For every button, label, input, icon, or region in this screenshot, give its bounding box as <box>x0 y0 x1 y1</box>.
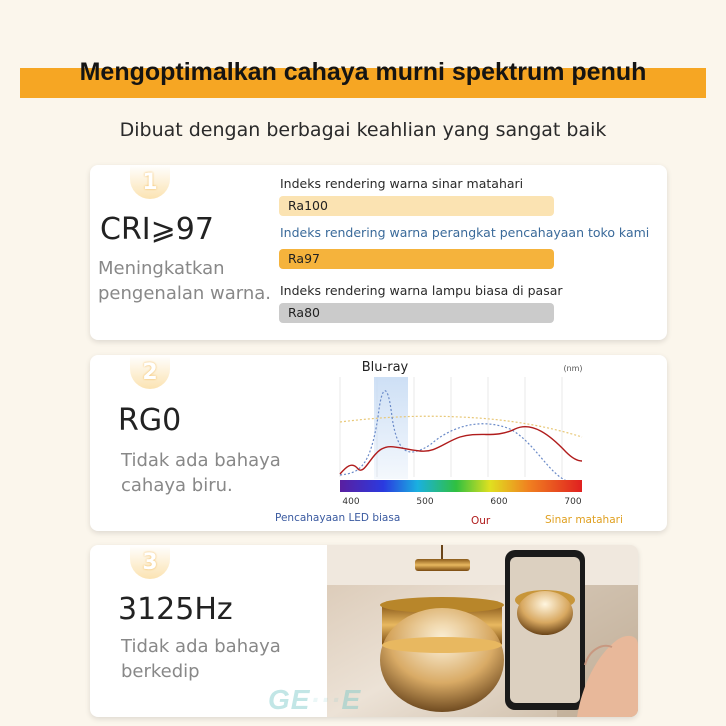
tick-400: 400 <box>342 497 360 507</box>
feature-desc-line1: Tidak ada bahaya <box>121 450 281 471</box>
spectrum-chart <box>270 357 662 529</box>
tick-700: 700 <box>564 497 582 507</box>
legend-led: Pencahayaan LED biasa <box>275 512 401 524</box>
cri-label-market: Indeks rendering warna lampu biasa di pasar <box>280 283 563 298</box>
cri-bar-market <box>279 303 554 323</box>
unit-label: (nm) <box>563 364 583 373</box>
legend-our: Our <box>471 515 491 527</box>
feature-number-2: 2 <box>130 355 170 389</box>
page-subtitle: Dibuat dengan berbagai keahlian yang sangat baik <box>119 119 607 141</box>
cri-value-market: Ra80 <box>288 305 320 320</box>
blue-light-band <box>374 377 408 479</box>
page-title: Mengoptimalkan cahaya murni spektrum penuh <box>79 58 647 86</box>
tick-600: 600 <box>490 497 508 507</box>
feature-desc-line1: Tidak ada bahaya <box>121 636 281 657</box>
feature-desc-line2: pengenalan warna. <box>98 283 272 304</box>
cri-label-sun: Indeks rendering warna sinar matahari <box>280 176 524 191</box>
tick-500: 500 <box>416 497 434 507</box>
cri-value-sun: Ra100 <box>288 198 328 213</box>
feature-headline-rg0: RG0 <box>118 403 182 438</box>
feature-desc-line2: cahaya biru. <box>121 475 233 496</box>
legend-sun: Sinar matahari <box>545 514 623 526</box>
watermark-logo: GE···E <box>268 684 362 715</box>
peak-label: Blu-ray <box>361 360 409 375</box>
feature-number-1: 1 <box>130 165 170 199</box>
spectrum-bar <box>340 480 582 492</box>
feature-headline-cri: CRI⩾97 <box>100 212 214 247</box>
chandelier-photo <box>327 545 638 717</box>
cri-bar-ours <box>279 249 554 269</box>
cri-bar-sun <box>279 196 554 216</box>
feature-headline-hz: 3125Hz <box>118 592 233 627</box>
feature-number-3: 3 <box>130 545 170 579</box>
cri-value-ours: Ra97 <box>288 251 320 266</box>
cri-label-ours: Indeks rendering warna perangkat pencahayaan toko kami <box>280 225 650 240</box>
feature-desc-line1: Meningkatkan <box>98 258 225 279</box>
feature-desc-line2: berkedip <box>121 661 200 682</box>
